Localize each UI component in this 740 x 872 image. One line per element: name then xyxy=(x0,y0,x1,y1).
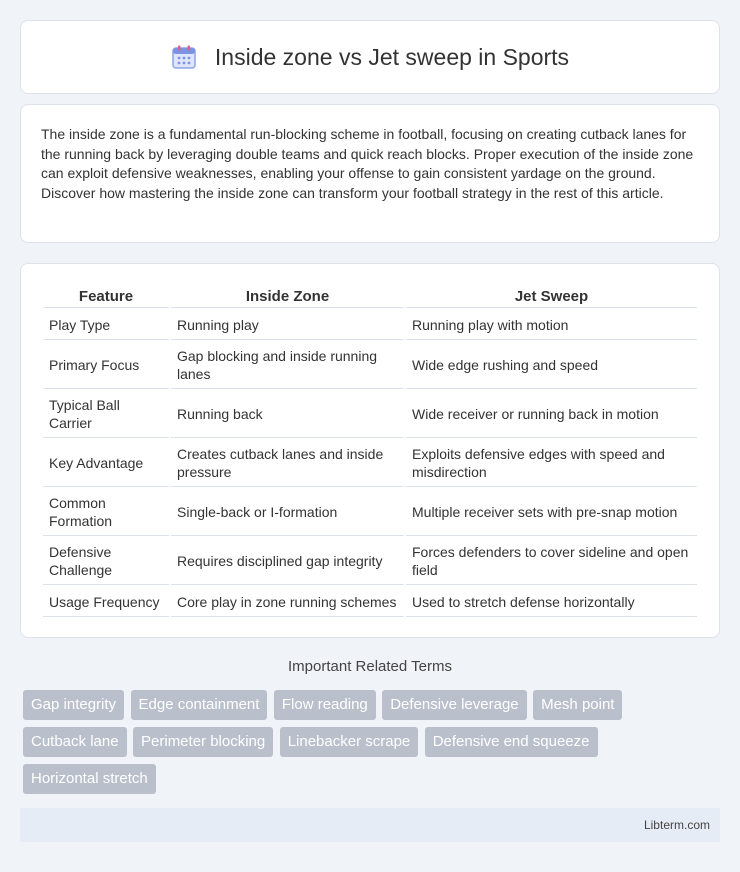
table-cell: Multiple receiver sets with pre-snap motion xyxy=(406,489,697,536)
table-cell: Single-back or I-formation xyxy=(171,489,404,536)
tag-row xyxy=(23,764,723,801)
table-cell: Forces defenders to cover sideline and open field xyxy=(406,538,697,585)
header-card xyxy=(20,20,720,94)
header-feature: Feature xyxy=(43,286,169,308)
table-cell: Running back xyxy=(171,391,404,438)
table-cell: Used to stretch defense horizontally xyxy=(406,587,697,617)
term-tag[interactable]: Flow reading xyxy=(274,690,376,720)
term-tag[interactable]: Horizontal stretch xyxy=(23,764,156,794)
table-cell: Exploits defensive edges with speed and misdirection xyxy=(406,440,697,487)
table-row xyxy=(43,342,697,389)
table-row xyxy=(43,587,697,617)
table-row xyxy=(43,440,697,487)
page-title: Inside zone vs Jet sweep in Sports xyxy=(214,43,570,70)
term-tag[interactable]: Gap integrity xyxy=(23,690,124,720)
table-cell: Gap blocking and inside running lanes xyxy=(171,342,404,389)
table-cell: Running play with motion xyxy=(406,310,697,340)
term-tag[interactable]: Mesh point xyxy=(533,690,622,720)
term-tag[interactable]: Cutback lane xyxy=(23,727,127,757)
related-terms-title: Important Related Terms xyxy=(288,658,452,675)
table-header-row xyxy=(43,286,697,308)
table-cell: Running play xyxy=(171,310,404,340)
table-cell: Defensive Challenge xyxy=(43,538,169,585)
intro-card xyxy=(20,104,720,243)
table-cell: Creates cutback lanes and inside pressure xyxy=(171,440,404,487)
table-cell: Usage Frequency xyxy=(43,587,169,617)
calendar-icon xyxy=(171,44,197,70)
related-terms-list xyxy=(23,690,723,801)
title-wrap xyxy=(171,44,569,71)
table-cell: Core play in zone running schemes xyxy=(171,587,404,617)
term-tag[interactable]: Perimeter blocking xyxy=(133,727,273,757)
table-cell: Primary Focus xyxy=(43,342,169,389)
table-cell: Wide receiver or running back in motion xyxy=(406,391,697,438)
footer xyxy=(20,808,720,842)
table-row xyxy=(43,489,697,536)
comparison-table-card xyxy=(20,263,720,638)
header-jet-sweep: Jet Sweep xyxy=(406,286,697,308)
table-row xyxy=(43,391,697,438)
term-tag[interactable]: Edge containment xyxy=(131,690,268,720)
header-inside-zone: Inside Zone xyxy=(171,286,404,308)
table-row xyxy=(43,310,697,340)
tag-row xyxy=(23,690,723,727)
comparison-table xyxy=(41,284,699,619)
intro-text: The inside zone is a fundamental run-blocking scheme in football, focusing on creating cutback lanes for the running back by leveraging double teams and quick reach blocks. Proper execution of the inside zone can exploit defensive weaknesses, enabling your offense to gain consistent yardage on the ground. Discover how mastering the inside zone can transform your football strategy in the rest of this article. xyxy=(41,126,694,201)
term-tag[interactable]: Defensive end squeeze xyxy=(425,727,598,757)
table-cell: Requires disciplined gap integrity xyxy=(171,538,404,585)
table-cell: Key Advantage xyxy=(43,440,169,487)
table-cell: Typical Ball Carrier xyxy=(43,391,169,438)
term-tag[interactable]: Linebacker scrape xyxy=(280,727,419,757)
footer-link[interactable]: Libterm.com xyxy=(643,818,710,832)
table-cell: Common Formation xyxy=(43,489,169,536)
term-tag[interactable]: Defensive leverage xyxy=(382,690,526,720)
table-cell: Play Type xyxy=(43,310,169,340)
table-cell: Wide edge rushing and speed xyxy=(406,342,697,389)
tag-row xyxy=(23,727,723,764)
table-row xyxy=(43,538,697,585)
